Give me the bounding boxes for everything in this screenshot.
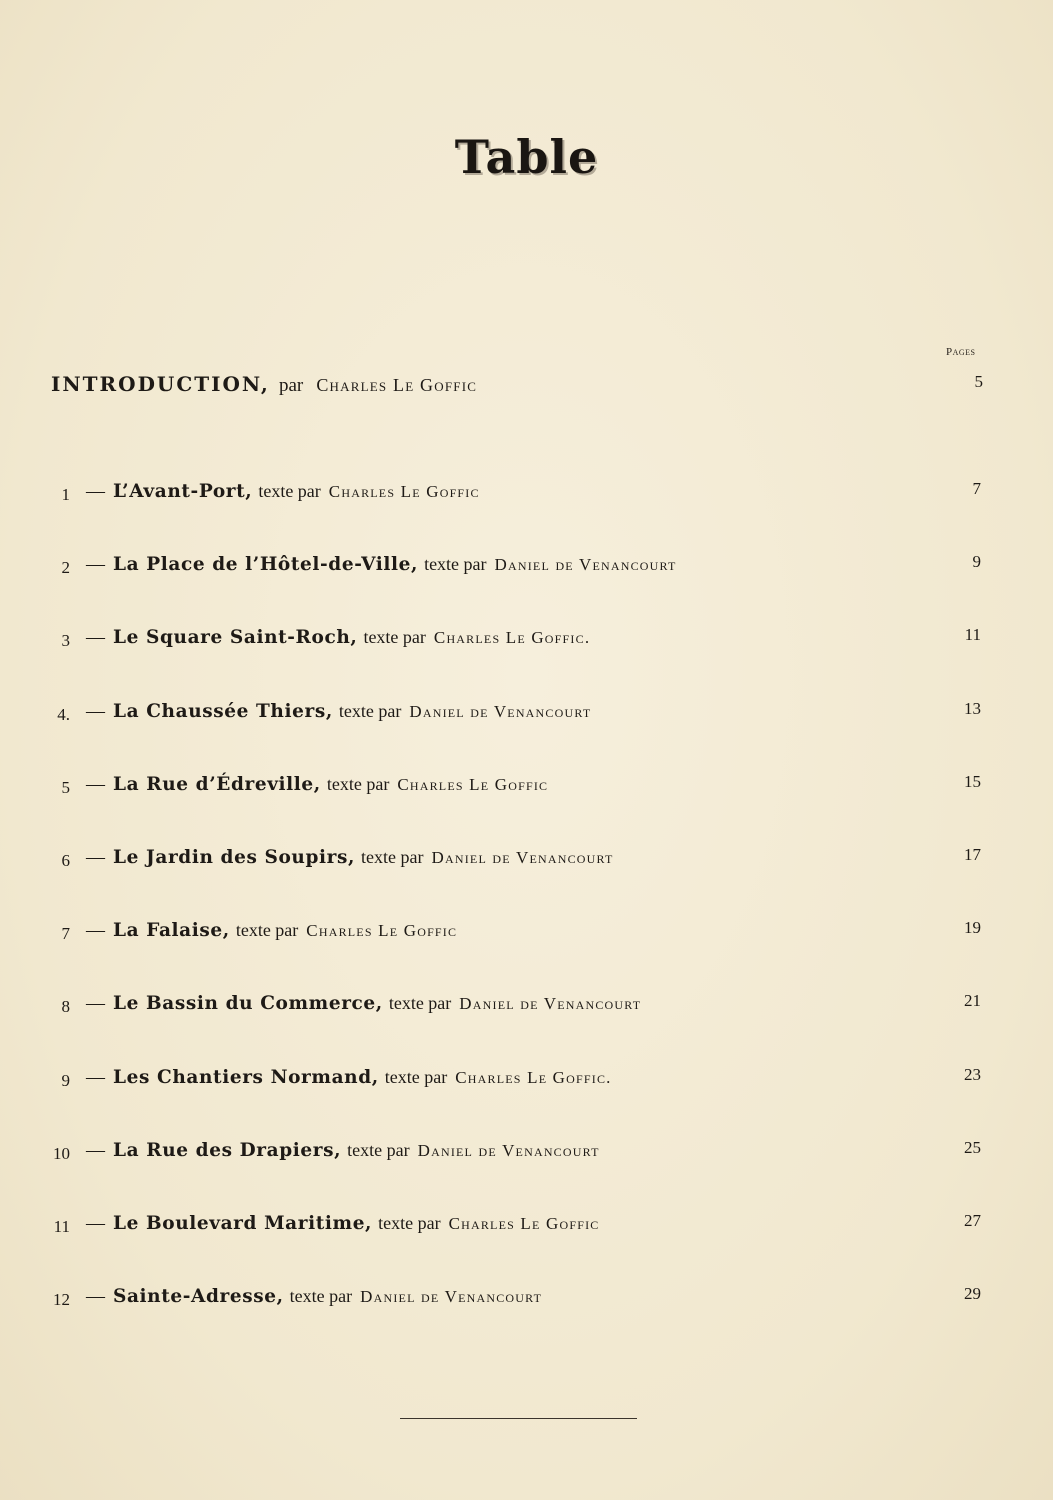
entry-author: Daniel de Venancourt [431,847,614,867]
entry-by: texte par [424,554,487,575]
entry-by: texte par [235,920,299,941]
entry-author: Daniel de Venancourt [409,701,592,721]
entry-line [86,920,457,942]
entry-place: Le Bassin du Commerce, [113,993,383,1015]
entry-line [86,1286,542,1308]
entry-number: 12 [53,1290,70,1310]
entry-by: texte par [361,846,424,867]
entry-page-number: 9 [972,552,981,572]
entry-dash: — [86,700,105,722]
entry-author: Daniel de Venancourt [417,1140,600,1160]
toc-entry-11 [0,1207,1053,1280]
entry-page-number: 7 [972,479,981,498]
toc-entry-12 [0,1280,1053,1353]
toc-entry-10 [0,1134,1053,1207]
entry-author: Charles Le Goffic [397,774,549,794]
entry-number: 10 [53,1143,70,1163]
entry-dash: — [86,920,105,942]
entry-number: 11 [53,1216,70,1236]
entry-dash: — [86,554,105,576]
toc-entry-3 [0,621,1053,694]
introduction-entry [51,372,991,402]
entry-author: Charles Le Goffic [448,1213,600,1233]
toc-entry-6 [0,841,1053,914]
entry-number: 1 [61,485,70,504]
entry-number: 7 [61,924,70,944]
entry-line [86,847,614,869]
entry-author: Daniel de Venancourt [360,1287,543,1307]
entry-place: Le Square Saint-Roch, [113,627,358,649]
toc-entry-5 [0,768,1053,841]
introduction-author: Charles Le Goffic [316,375,478,395]
entry-by: texte par [363,627,426,648]
toc-entry-8 [0,987,1053,1060]
entry-page-number: 19 [964,918,981,938]
entry-place: L’Avant-Port, [113,481,253,502]
entry-page-number: 13 [964,698,981,718]
entry-page-number: 25 [964,1137,981,1157]
entry-line [86,481,480,503]
entry-dash: — [86,627,105,649]
entry-page-number: 27 [964,1210,981,1230]
entry-by: texte par [347,1139,410,1160]
entry-number: 4. [57,704,70,724]
entry-dash: — [86,1139,105,1161]
entry-dash: — [86,1286,105,1308]
entry-place: La Place de l’Hôtel-de-Ville, [113,554,419,576]
entry-page-number: 11 [964,625,981,645]
entry-place: La Falaise, [113,920,230,942]
toc-entry-7 [0,914,1053,987]
entry-dash: — [86,993,105,1015]
table-of-contents [0,475,1053,1353]
entry-page-number: 23 [964,1064,981,1084]
entry-dash: — [86,773,105,795]
entry-by: texte par [384,1066,448,1087]
entry-by: texte par [289,1286,353,1307]
entry-line [86,554,677,576]
pages-column-header: Pages [946,346,976,358]
entry-by: texte par [378,1212,441,1233]
closing-divider [400,1418,637,1419]
entry-line [86,774,548,796]
entry-dash: — [86,1212,105,1234]
introduction-title: INTRODUCTION, [51,372,270,396]
toc-entry-2 [0,548,1053,621]
entry-author: Charles Le Goffic. [455,1067,612,1087]
entry-number: 5 [61,777,70,797]
toc-entry-4 [0,695,1053,768]
entry-page-number: 21 [964,991,981,1011]
entry-place: Les Chantiers Normand, [113,1066,379,1088]
entry-page-number: 17 [964,844,981,864]
entry-number: 8 [61,997,70,1017]
entry-line [86,1140,600,1162]
entry-by: texte par [326,773,390,794]
entry-number: 9 [61,1070,70,1090]
toc-entry-9 [0,1061,1053,1134]
entry-place: La Rue d’Édreville, [113,773,321,795]
entry-number: 6 [61,850,70,870]
entry-place: Sainte-Adresse, [113,1286,284,1308]
entry-author: Daniel de Venancourt [459,994,642,1014]
entry-by: texte par [338,700,402,721]
page-title: Table [454,130,599,184]
toc-entry-1 [0,475,1053,548]
entry-by: texte par [258,481,321,501]
entry-dash: — [86,846,105,868]
entry-place: Le Jardin des Soupirs, [113,846,356,868]
entry-by: texte par [388,993,452,1014]
entry-author: Charles Le Goffic [306,921,458,941]
introduction-by: par [278,375,304,396]
entry-page-number: 29 [964,1284,981,1304]
entry-line [86,701,591,723]
entry-place: Le Boulevard Maritime, [113,1212,373,1234]
entry-dash: — [86,481,105,502]
entry-line [86,627,590,649]
entry-dash: — [86,1066,105,1088]
entry-author: Daniel de Venancourt [494,555,677,575]
entry-page-number: 15 [964,771,981,791]
entry-line [86,1213,600,1235]
entry-line [86,993,641,1015]
entry-author: Charles Le Goffic [328,482,480,501]
introduction-page-number: 5 [974,372,983,391]
entry-place: La Rue des Drapiers, [113,1139,342,1161]
entry-number: 2 [61,558,70,578]
entry-author: Charles Le Goffic. [433,628,591,648]
entry-place: La Chaussée Thiers, [113,700,333,722]
entry-number: 3 [61,631,70,651]
entry-line [86,1067,612,1089]
